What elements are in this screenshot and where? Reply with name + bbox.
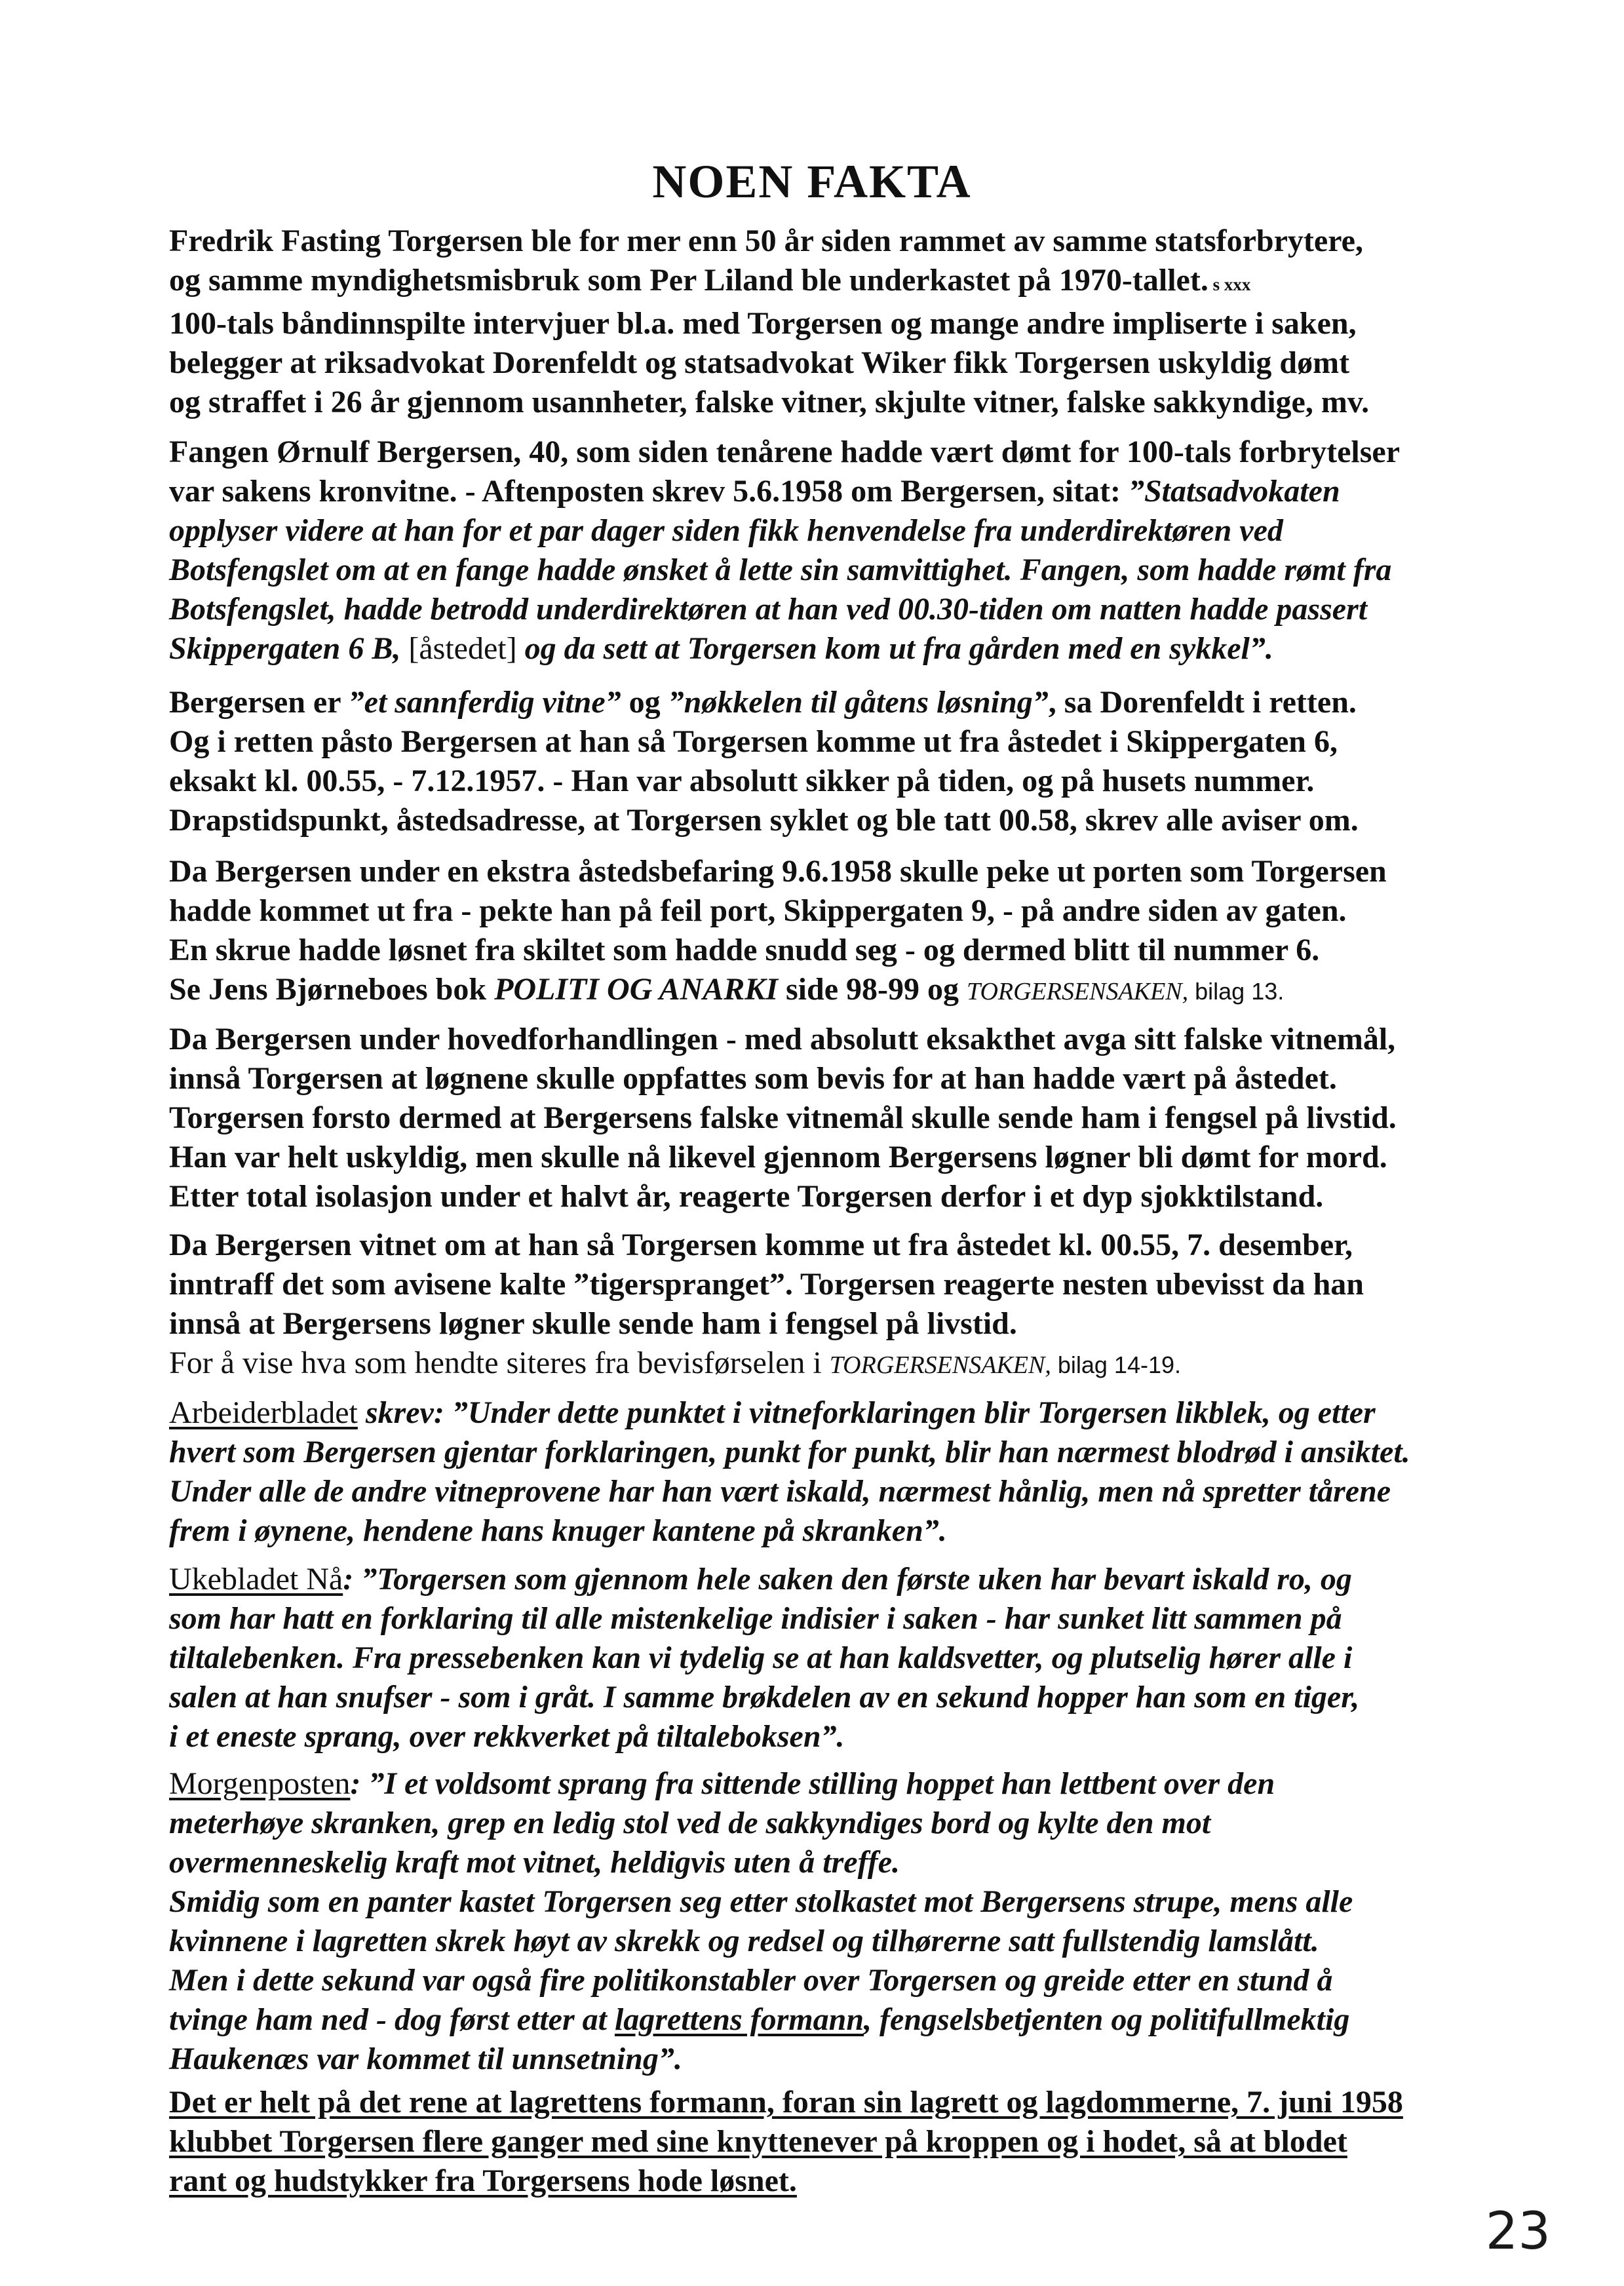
text-line: hadde kommet ut fra - pekte han på feil port, Skippergaten 9, - på andre siden av gaten. [169,893,1347,928]
text-line: innså Torgersen at løgnene skulle oppfattes som bevis for at han hadde vært på åstedet. [169,1061,1337,1096]
text-line: belegger at riksadvokat Dorenfeldt og statsadvokat Wiker fikk Torgersen uskyldig dømt [169,345,1350,380]
quote-line [169,629,1473,668]
paragraph-intro [169,222,1473,422]
quote-line: Men i dette sekund var også fire politikonstabler over Torgersen og greide etter en stund å [169,1963,1333,1998]
text-line: Torgersen forsto dermed at Bergersens falske vitnemål skulle sende ham i fengsel på livstid. [169,1100,1397,1135]
text-segment: Bergersen er [169,685,349,720]
text-line [169,1393,1473,1433]
quote-line: som har hatt en forklaring til alle mistenkelige indisier i saken - har sunket litt sammen på [169,1601,1342,1636]
text-segment: For å vise hva som hendte siteres fra bevisførselen i [169,1346,830,1380]
quote-line: Botsfengslet, hadde betrodd underdirektøren at han ved 00.30-tiden om natten hadde passert [169,592,1368,627]
text-line [169,261,1473,304]
text-line: Da Bergersen under hovedforhandlingen - med absolutt eksakthet avga sitt falske vitnemål, [169,1022,1396,1056]
quote-morgenposten [169,1764,1473,2079]
text-line: Det er helt på det rene at lagrettens formann, foran sin lagrett og lagdommerne, 7. juni 1958 [169,2085,1403,2120]
text-segment: side 98-99 og [778,972,967,1007]
paragraph-tigerspranget [169,1226,1473,1385]
newspaper-source: Morgenposten [169,1766,351,1801]
text-line [169,1560,1473,1599]
quote-line: salen at han snufser - som i gråt. I samme brøkdelen av en sekund hopper han som en tiger, [169,1680,1360,1714]
text-line: Han var helt uskyldig, men skulle nå likevel gjennom Bergersens løgner bli dømt for mord. [169,1140,1387,1174]
text-segment: var sakens kronvitne. - Aftenposten skrev 5.6.1958 om Bergersen, sitat: [169,474,1129,509]
quote-arbeiderbladet [169,1393,1473,1551]
text-line [169,472,1473,511]
page-title: NOEN FAKTA [652,155,972,208]
quote-line: opplyser videre at han for et par dager siden fikk henvendelse fra underdirektøren ved [169,513,1283,548]
book-title: TORGERSENSAKEN, [967,978,1189,1005]
quote-segment: ”nøkkelen til gåtens løsning” [668,685,1049,720]
quote-line [169,2000,1473,2040]
paragraph-sannferdig-vitne [169,683,1473,840]
text-line: og straffet i 26 år gjennom usannheter, falske vitner, skjulte vitner, falske sakkyndige, mv. [169,385,1370,419]
quote-segment: : ”Torgersen som gjennom hele saken den første uken har bevart iskald ro, og [343,1562,1352,1597]
text-line: klubbet Torgersen flere ganger med sine knyttenever på kroppen og i hodet, så at blodet [169,2124,1347,2159]
quote-segment: ”et sannferdig vitne” [348,685,621,720]
quote-segment: , fengselsbetjenten og politifullmektig [864,2002,1350,2037]
text-line: Etter total isolasjon under et halvt år, reagerte Torgersen derfor i et dyp sjokktilstand. [169,1179,1324,1214]
text-line: inntraff det som avisene kalte ”tigerspranget”. Torgersen reagerte nesten ubevisst da han [169,1267,1364,1302]
text-line: Da Bergersen vitnet om at han så Torgersen komme ut fra åstedet kl. 00.55, 7. desember, [169,1228,1353,1262]
quote-segment: og da sett at Torgersen kom ut fra gården med en sykkel”. [516,631,1273,666]
text-line: eksakt kl. 00.55, - 7.12.1957. - Han var absolutt sikker på tiden, og på husets nummer. [169,764,1315,798]
text-segment: og samme myndighetsmisbruk som Per Liland ble underkastet på 1970-tallet. [169,263,1208,298]
paragraph-conclusion [169,2083,1473,2201]
quote-segment: skrev: ”Under dette punktet i vitneforklaringen blir Torgersen likblek, og etter [357,1395,1376,1430]
text-line [169,683,1473,722]
paragraph-befaring [169,852,1473,1011]
reference-note: s xxx [1208,275,1251,294]
page-number: 23 [1485,2202,1551,2261]
quote-ukebladet-na [169,1560,1473,1756]
quote-line: Smidig som en panter kastet Torgersen seg etter stolkastet mot Bergersens strupe, mens alle [169,1884,1353,1919]
underlined-term: lagrettens formann [614,2002,864,2037]
quote-line: overmenneskelig kraft mot vitnet, heldigvis uten å treffe. [169,1845,900,1880]
quote-segment: Skippergaten 6 B, [169,631,409,666]
quote-line: hvert som Bergersen gjentar forklaringen, punkt for punkt, blir han nærmest blodrød i ansiktet. [169,1435,1410,1469]
quote-line: Under alle de andre vitneprovene har han vært iskald, nærmest hånlig, men nå spretter tårene [169,1474,1391,1509]
quote-segment: : ”I et voldsomt sprang fra sittende stilling hoppet han lettbent over den [350,1766,1275,1801]
reference-note: bilag 13. [1188,978,1285,1005]
text-line: Drapstidspunkt, åstedsadresse, at Torgersen syklet og ble tatt 00.58, skrev alle aviser om. [169,803,1359,838]
quote-segment: tvinge ham ned - dog først etter at [169,2002,615,2037]
text-line: rant og hudstykker fra Torgersens hode løsnet. [169,2163,797,2198]
text-line: innså at Bergersens løgner skulle sende ham i fengsel på livstid. [169,1306,1017,1341]
text-line: Fangen Ørnulf Bergersen, 40, som siden tenårene hadde vært dømt for 100-tals forbrytelser [169,435,1400,469]
text-line: 100-tals båndinnspilte intervjuer bl.a. med Torgersen og mange andre impliserte i saken, [169,306,1357,341]
book-title: TORGERSENSAKEN, [829,1351,1051,1379]
text-segment: Se Jens Bjørneboes bok [169,972,495,1007]
text-line: En skrue hadde løsnet fra skiltet som hadde snudd seg - og dermed blitt til nummer 6. [169,933,1320,967]
text-segment: og [621,685,668,720]
newspaper-source: Arbeiderbladet [169,1395,358,1430]
paragraph-hovedforhandling [169,1020,1473,1216]
text-line: Fredrik Fasting Torgersen ble for mer enn 50 år siden rammet av samme statsforbrytere, [169,223,1363,258]
text-line: Og i retten påsto Bergersen at han så Torgersen komme ut fra åstedet i Skippergaten 6, [169,724,1338,759]
quote-segment: ”Statsadvokaten [1128,474,1340,509]
quote-line: frem i øynene, hendene hans knuger kantene på skranken”. [169,1513,947,1548]
text-segment: , sa Dorenfeldt i retten. [1048,685,1357,720]
bracket-note: [åstedet] [408,631,517,666]
quote-line: i et eneste sprang, over rekkverket på tiltaleboksen”. [169,1719,845,1754]
text-line [169,970,1473,1011]
book-title: POLITI OG ANARKI [494,972,778,1007]
text-line: Da Bergersen under en ekstra åstedsbefaring 9.6.1958 skulle peke ut porten som Torgersen [169,854,1387,889]
quote-line: tiltalebenken. Fra pressebenken kan vi tydelig se at han kaldsvetter, og plutselig hører alle i [169,1640,1353,1675]
quote-line: meterhøye skranken, grep en ledig stol ved de sakkyndiges bord og kylte den mot [169,1806,1211,1840]
reference-note: bilag 14-19. [1051,1351,1181,1378]
quote-line: Botsfengslet om at en fange hadde ønsket å lette sin samvittighet. Fangen, som hadde rømt fra [169,552,1392,587]
quote-line: kvinnene i lagretten skrek høyt av skrekk og redsel og tilhørerne satt fullstendig lamslått. [169,1924,1319,1958]
newspaper-source: Ukebladet Nå [169,1562,343,1597]
text-line [169,1344,1473,1385]
text-line [169,1764,1473,1804]
paragraph-kronvitne [169,433,1473,668]
quote-line: Haukenæs var kommet til unnsetning”. [169,2042,682,2076]
